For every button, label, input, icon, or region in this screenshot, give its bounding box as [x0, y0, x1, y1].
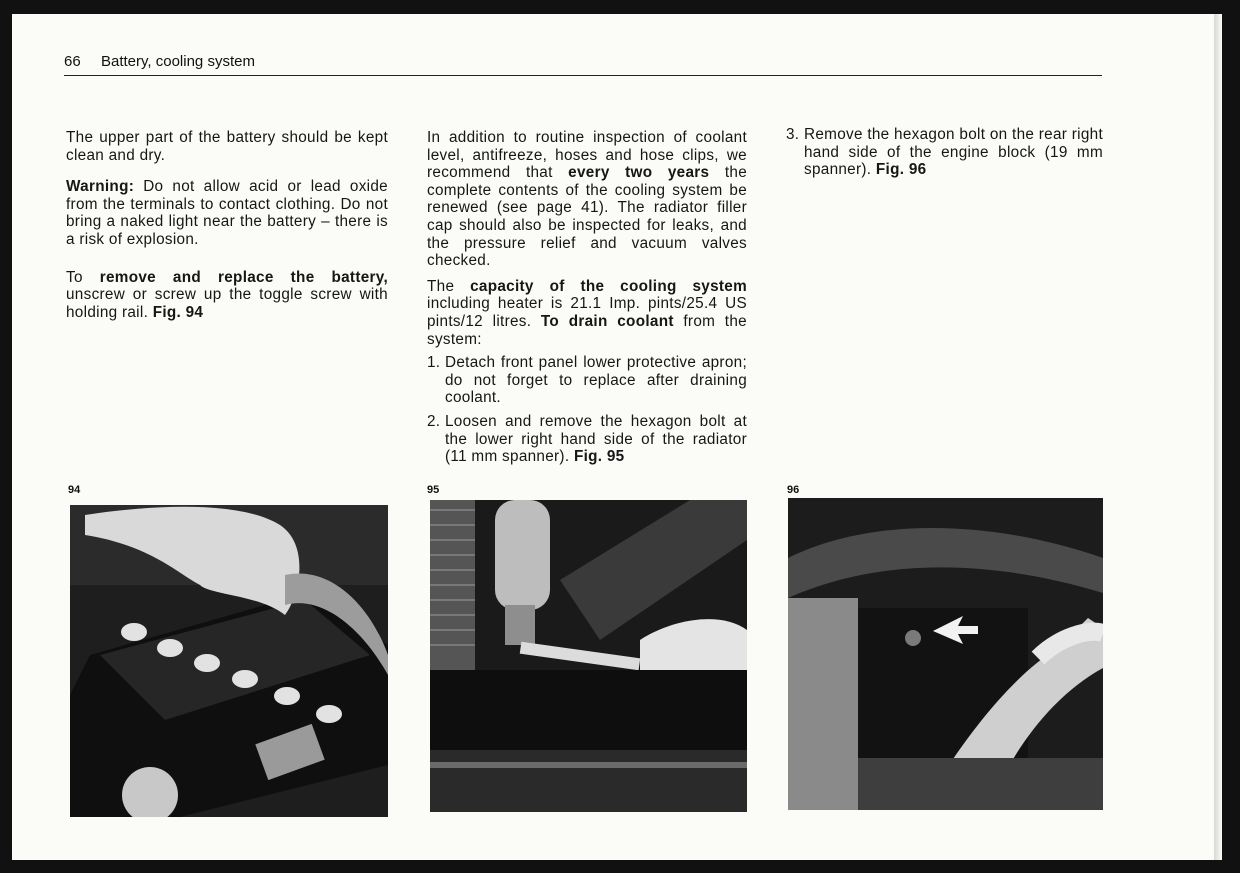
text-column-2 — [427, 129, 747, 472]
warning-label: Warning: — [66, 178, 135, 196]
battery-illustration — [70, 505, 388, 817]
paragraph-battery-clean: The upper part of the battery should be kept clean and dry. — [66, 129, 388, 164]
drain-steps-list-continued — [786, 126, 1103, 179]
list-item: 2. Loosen and remove the hexagon bolt at the lower right hand side of the radiator (11 mm spanner). Fig. 95 — [427, 412, 747, 466]
paragraph-capacity: The capacity of the cooling system including heater is 21.1 Imp. pints/25.4 US pints/12 litres. To drain coolant from the system: — [427, 277, 748, 348]
engine-block-illustration — [788, 498, 1103, 810]
figure-95-radiator-photo — [430, 500, 747, 812]
text-column-1 — [66, 129, 388, 335]
page-number: 66 — [64, 53, 81, 70]
paragraph-warning: Warning: Do not allow acid or lead oxide from the terminals to contact clothing. Do not bring a naked light near the battery – there is a risk of explosion. — [66, 178, 388, 248]
figure-96-engine-photo — [788, 498, 1103, 810]
page-header — [64, 53, 1102, 76]
figure-label-94: 94 — [68, 484, 81, 496]
figure-label-96: 96 — [787, 484, 800, 496]
drain-steps-list — [427, 354, 747, 466]
paragraph-remove-battery: To remove and replace the battery, unscrew or screw up the toggle screw with holding rail. Fig. 94 — [66, 268, 388, 321]
list-item: 3. Remove the hexagon bolt on the rear right hand side of the engine block (19 mm spanner). Fig. 96 — [786, 126, 1103, 179]
fig-ref-94: Fig. 94 — [152, 303, 204, 321]
text-column-3 — [786, 126, 1103, 185]
page-edge — [1214, 14, 1222, 860]
section-title: Battery, cooling system — [101, 53, 255, 70]
list-item: 1. Detach front panel lower protective apron; do not forget to replace after draining coolant. — [427, 354, 747, 407]
fig-ref-95: Fig. 95 — [573, 448, 625, 466]
fig-ref-96: Fig. 96 — [875, 161, 927, 179]
radiator-illustration — [430, 500, 747, 812]
paragraph-inspection: In addition to routine inspection of coolant level, antifreeze, hoses and hose clips, we recommend that every two years the complete contents of the cooling system be renewed (see page 41). The radiator filler cap should also be inspected for leaks, and the pressure relief and vacuum valves checked. — [427, 129, 747, 270]
figure-label-95: 95 — [427, 484, 440, 496]
figure-94-battery-photo — [70, 505, 388, 817]
